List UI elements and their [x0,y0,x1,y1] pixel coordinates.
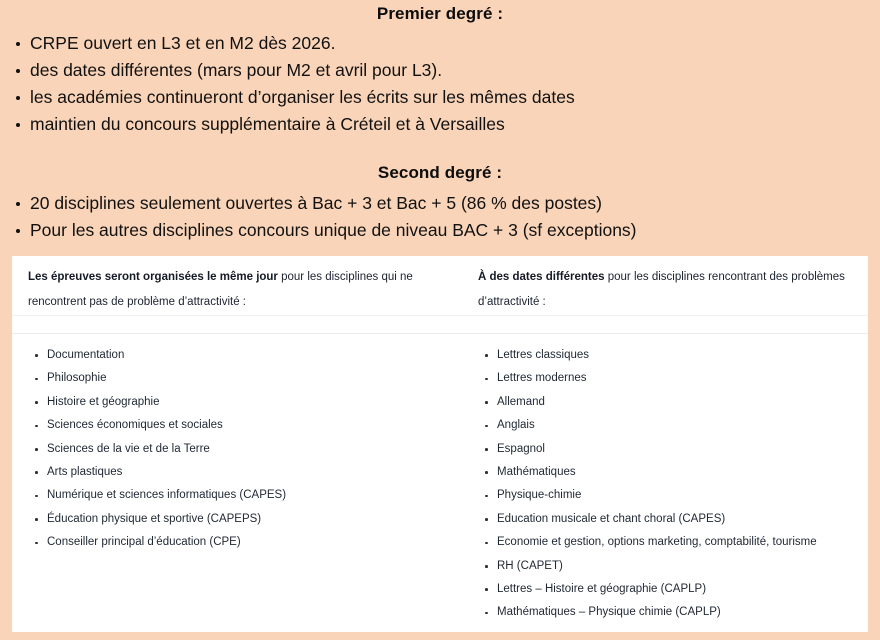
table-header-cell-left [12,265,462,315]
list-item [478,508,854,531]
list-item [28,391,448,414]
list-item [478,578,854,601]
header-line-2: rencontrent pas de problème d’attractivité : [28,296,246,308]
header-normal: pour les disciplines qui ne [277,271,413,283]
header-emphasis: Les épreuves seront organisées le même jour [28,271,278,283]
list-item [28,508,448,531]
discipline-label: Documentation [47,349,125,361]
list-item [0,190,880,217]
discipline-label: Conseiller principal d’éducation (CPE) [47,536,241,549]
list-item [0,217,880,244]
discipline-label: Physique-chimie [497,489,582,502]
premier-degre-title: Premier degré : [376,4,504,23]
list-item [478,531,854,554]
discipline-label: Arts plastiques [47,465,123,478]
header-line-1 [28,265,446,290]
list-item [478,555,854,578]
premier-degre-bullet-list [0,30,880,138]
discipline-label: Lettres – Histoire et géographie (CAPLP) [497,582,707,595]
discipline-label: Mathématiques – Physique chimie (CAPLP) [497,606,721,619]
bullet-text: des dates différentes (mars pour M2 et avril pour L3). [30,60,443,80]
discipline-label: Histoire et géographie [47,395,160,408]
discipline-label: RH (CAPET) [497,559,563,572]
list-item [478,461,854,484]
list-item [28,484,448,507]
header-normal: pour les disciplines rencontrant des problèmes [604,271,845,283]
list-item [28,344,448,367]
discipline-label: Economie et gestion, options marketing, comptabilité, tourisme [497,536,817,549]
disciplines-table-panel [12,256,868,632]
discipline-label: Lettres classiques [497,349,590,361]
list-item [478,484,854,507]
disciplines-list-different-dates [478,344,854,625]
list-item [478,601,854,624]
list-item [478,344,854,367]
second-degre-bullet-list [0,190,880,244]
bullet-text: maintien du concours supplémentaire à Créteil et à Versailles [30,114,505,134]
discipline-label: Numérique et sciences informatiques (CAPES) [47,489,287,502]
table-divider-gap [12,316,868,333]
list-item [0,57,880,84]
discipline-label: Espagnol [497,442,545,455]
list-item [28,367,448,390]
discipline-label: Anglais [497,419,535,432]
list-item [0,84,880,111]
header-line-2: d’attractivité : [478,296,546,308]
bullet-text: Pour les autres disciplines concours unique de niveau BAC + 3 (sf exceptions) [30,220,637,240]
table-body-cell-right [462,344,868,625]
discipline-label: Education musicale et chant choral (CAPES) [497,512,726,525]
bullet-text: 20 disciplines seulement ouvertes à Bac + 3 et Bac + 5 (86 % des postes) [30,193,602,213]
discipline-label: Sciences de la vie et de la Terre [47,442,210,455]
table-header-row [12,256,868,315]
header-line-1 [478,265,852,290]
list-item [478,414,854,437]
table-header-cell-right [462,265,868,315]
list-item [0,111,880,138]
list-item [28,438,448,461]
discipline-label: Allemand [497,395,545,408]
list-item [28,414,448,437]
list-item [28,461,448,484]
table-body-row [12,334,868,625]
bullet-text: les académies continueront d’organiser les écrits sur les mêmes dates [30,87,575,107]
second-degre-title: Second degré : [377,163,503,182]
discipline-label: Mathématiques [497,465,576,478]
header-emphasis: À des dates différentes [478,271,605,283]
bullet-text: CRPE ouvert en L3 et en M2 dès 2026. [30,33,336,53]
disciplines-list-same-day [28,344,448,555]
table-body-cell-left [12,344,462,625]
list-item [28,531,448,554]
discipline-label: Sciences économiques et sociales [47,419,223,432]
discipline-label: Éducation physique et sportive (CAPEPS) [47,512,262,525]
list-item [478,391,854,414]
list-item [0,30,880,57]
discipline-label: Philosophie [47,372,107,385]
discipline-label: Lettres modernes [497,372,587,385]
list-item [478,438,854,461]
list-item [478,367,854,390]
